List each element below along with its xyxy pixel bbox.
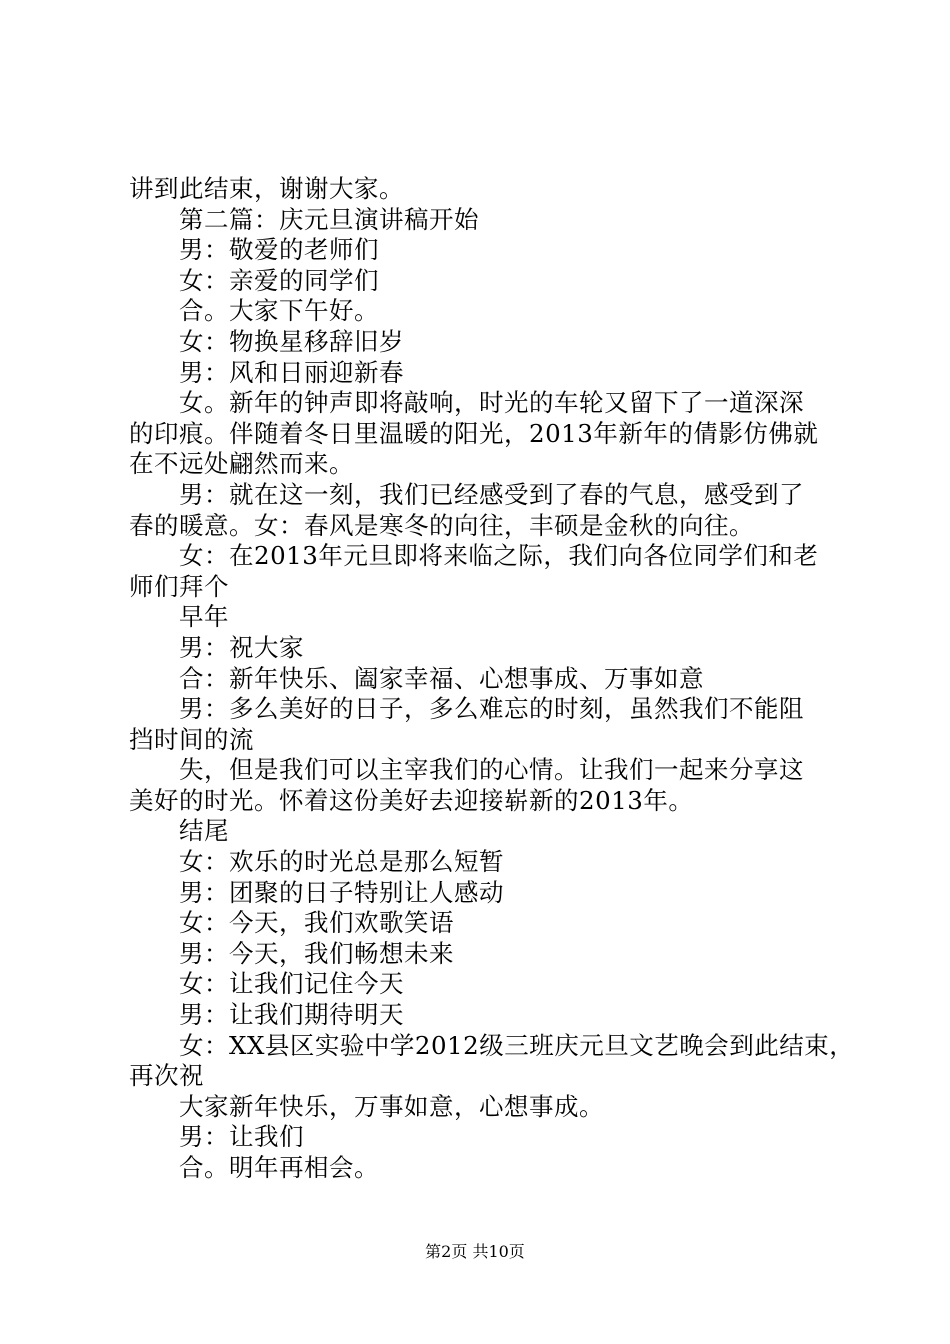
text-line: 男：就在这一刻，我们已经感受到了春的气息，感受到了 <box>179 479 804 509</box>
text-line: 男：风和日丽迎新春 <box>179 357 404 387</box>
page-number-footer: 第2页 共10页 <box>425 1242 525 1261</box>
text-line: 女：亲爱的同学们 <box>179 265 379 295</box>
text-line: 在不远处翩然而来。 <box>129 449 354 479</box>
text-line: 女：今天，我们欢歌笑语 <box>179 908 454 938</box>
text-line: 男：让我们 <box>179 1122 304 1152</box>
text-line: 早年 <box>179 602 229 632</box>
text-line: 女：XX县区实验中学2012级三班庆元旦文艺晚会到此结束， <box>179 1030 855 1060</box>
text-line: 大家新年快乐，万事如意，心想事成。 <box>179 1091 604 1121</box>
text-line: 合。大家下午好。 <box>179 296 379 326</box>
text-line: 合。明年再相会。 <box>179 1153 379 1182</box>
text-line: 结尾 <box>179 816 229 846</box>
text-line: 合：新年快乐、阖家幸福、心想事成、万事如意 <box>179 663 704 693</box>
text-line: 挡时间的流 <box>129 724 254 754</box>
text-line: 失，但是我们可以主宰我们的心情。让我们一起来分享这 <box>179 755 804 785</box>
text-line: 男：让我们期待明天 <box>179 1000 404 1030</box>
text-line: 讲到此结束，谢谢大家。 <box>129 174 404 203</box>
text-line: 女：物换星移辞旧岁 <box>179 326 404 356</box>
text-line: 男：今天，我们畅想未来 <box>179 938 454 968</box>
text-line: 男：敬爱的老师们 <box>179 235 379 265</box>
text-line: 男：多么美好的日子，多么难忘的时刻，虽然我们不能阻 <box>179 694 804 724</box>
text-line: 的印痕。伴随着冬日里温暖的阳光，2013年新年的倩影仿佛就 <box>129 418 819 448</box>
text-line: 女：让我们记住今天 <box>179 969 404 999</box>
text-line: 女：在2013年元旦即将来临之际，我们向各位同学们和老 <box>179 541 819 571</box>
text-line: 春的暖意。女：春风是寒冬的向往，丰硕是金秋的向往。 <box>129 510 754 540</box>
text-line: 女。新年的钟声即将敲响，时光的车轮又留下了一道深深 <box>179 388 804 418</box>
text-line: 女：欢乐的时光总是那么短暂 <box>179 847 504 877</box>
text-line: 第二篇：庆元旦演讲稿开始 <box>179 204 479 234</box>
text-line: 再次祝 <box>129 1061 204 1091</box>
text-line: 美好的时光。怀着这份美好去迎接崭新的2013年。 <box>129 785 694 815</box>
text-line: 男：祝大家 <box>179 632 304 662</box>
text-line: 师们拜个 <box>129 571 229 601</box>
text-line: 男：团聚的日子特别让人感动 <box>179 877 504 907</box>
document-body <box>129 174 855 1184</box>
